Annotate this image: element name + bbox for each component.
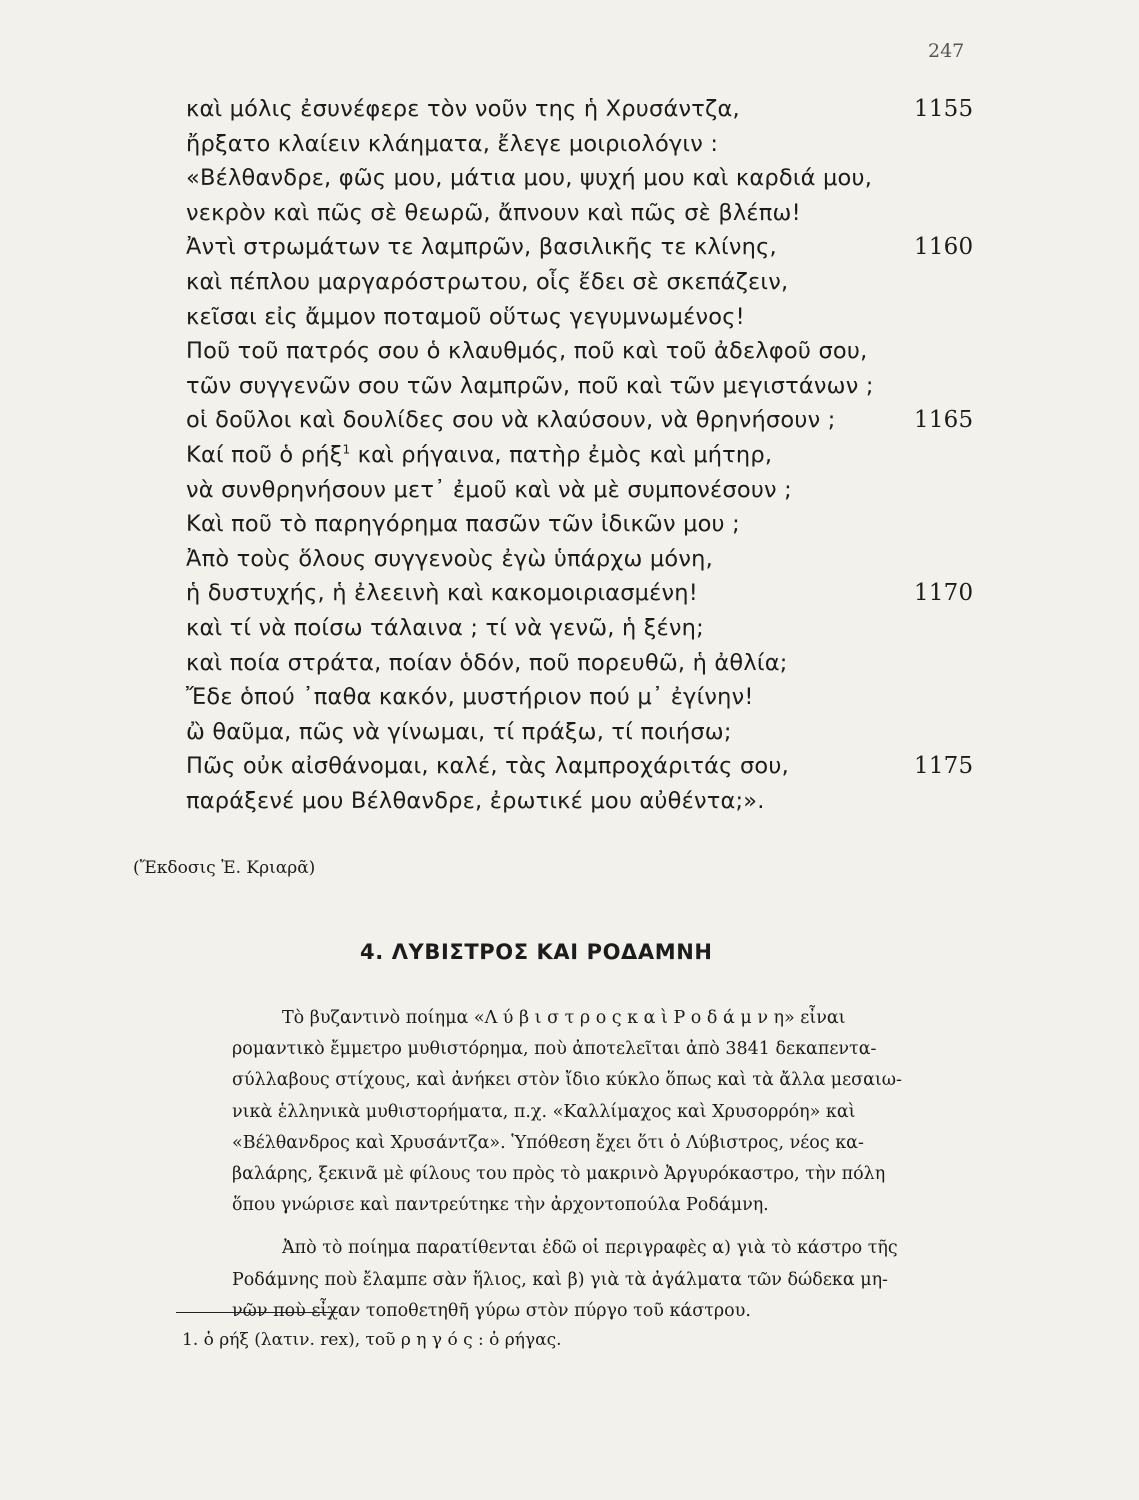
intro-line: Τὸ βυζαντινὸ ποίημα «Λ ύ β ι σ τ ρ ο ς κ α ὶ Ρ ο δ ά μ ν η» εἶναι: [282, 1008, 846, 1028]
intro-line: Ἀπὸ τὸ ποίημα παρατίθενται ἐδῶ οἱ περιγραφὲς α) γιὰ τὸ κάστρο τῆς: [282, 1238, 898, 1259]
poem-line: Καί ποῦ ὁ ρήξ$^1$ καὶ ρήγαινα, πατὴρ ἐμὸς καὶ μήτηρ,: [186, 441, 773, 468]
poem-line: νεκρὸν καὶ πῶς σὲ θεωρῶ, ἄπνουν καὶ πῶς σὲ βλέπω!: [186, 199, 801, 226]
poem-line: παράξενέ μου Βέλθανδρε, ἐρωτικέ μου αὐθέντα;».: [186, 787, 765, 814]
intro-line: νικὰ ἑλληνικὰ μυθιστορήματα, π.χ. «Καλλίμαχος καὶ Χρυσορρόη» καὶ: [232, 1101, 856, 1122]
line-number: 1155: [914, 96, 974, 122]
edition-note: (Ἔκδοσις Ἐ. Κριαρᾶ): [133, 858, 316, 878]
poem: [186, 92, 976, 818]
poem-line: Ἀντὶ στρωμάτων τε λαμπρῶν, βασιλικῆς τε κλίνης, 1160: [186, 230, 976, 265]
poem-line: οἱ δοῦλοι καὶ δουλίδες σου νὰ κλαύσουν, νὰ θρηνήσουν ; 1165: [186, 403, 976, 438]
poem-line: καὶ μόλις ἐσυνέφερε τὸν νοῦν της ἡ Χρυσάντζα, 1155: [186, 92, 976, 127]
line-number: 1160: [914, 234, 974, 261]
intro-text: [232, 1003, 972, 1327]
poem-line: Ποῦ τοῦ πατρός σου ὁ κλαυθμός, ποῦ καὶ τοῦ ἀδελφοῦ σου,: [186, 338, 868, 365]
footnote-divider: [176, 1312, 338, 1313]
poem-line: τῶν συγγενῶν σου τῶν λαμπρῶν, ποῦ καὶ τῶν μεγιστάνων ;: [186, 372, 874, 399]
intro-line: νῶν ποὺ εἶχαν τοποθετηθῆ γύρω στὸν πύργο τοῦ κάστρου.: [232, 1300, 751, 1321]
intro-line: Ροδάμνης ποὺ ἔλαμπε σὰν ἥλιος, καὶ β) γιὰ τὰ ἀγάλματα τῶν δώδεκα μη-: [232, 1269, 888, 1290]
poem-line: Καὶ ποῦ τὸ παρηγόρημα πασῶν τῶν ἰδικῶν μου ;: [186, 511, 740, 538]
poem-line: Ἀπὸ τοὺς ὅλους συγγενοὺς ἐγὼ ὑπάρχω μόνη,: [186, 545, 713, 572]
poem-line: νὰ συνθρηνήσουν μετ᾽ ἐμοῦ καὶ νὰ μὲ συμπονέσουν ;: [186, 476, 792, 503]
poem-line: Ἔδε ὁπού ᾽παθα κακόν, μυστήριον πού μ᾽ ἐγίνην!: [186, 684, 754, 711]
poem-line: ἡ δυστυχής, ἡ ἐλεεινὴ καὶ κακομοιριασμένη! 1170: [186, 576, 976, 611]
section-title: 4. ΛΥΒΙΣΤΡΟΣ ΚΑΙ ΡΟΔΑΜΝΗ: [360, 940, 713, 964]
poem-line: καὶ ποία στράτα, ποίαν ὁδόν, ποῦ πορευθῶ, ἡ ἀθλία;: [186, 649, 788, 676]
poem-line: ἤρξατο κλαίειν κλάηματα, ἔλεγε μοιριολόγιν :: [186, 130, 719, 157]
intro-line: βαλάρης, ξεκινᾶ μὲ φίλους του πρὸς τὸ μακρινὸ Ἀργυρόκαστρο, τὴν πόλη: [232, 1163, 886, 1184]
poem-line: καὶ τί νὰ ποίσω τάλαινα ; τί νὰ γενῶ, ἡ ξένη;: [186, 614, 704, 641]
intro-line: «Βέλθανδρος καὶ Χρυσάντζα». Ὑπόθεση ἔχει ὅτι ὁ Λύβιστρος, νέος κα-: [232, 1132, 864, 1153]
intro-line: ὅπου γνώρισε καὶ παντρεύτηκε τὴν ἀρχοντοπούλα Ροδάμνη.: [232, 1195, 769, 1216]
line-number: 1170: [914, 580, 974, 607]
poem-line: καὶ πέπλου μαργαρόστρωτου, οἷς ἔδει σὲ σκεπάζειν,: [186, 268, 789, 295]
intro-line: ρομαντικὸ ἔμμετρο μυθιστόρημα, ποὺ ἀποτελεῖται ἀπὸ 3841 δεκαπεντα-: [232, 1039, 877, 1060]
poem-line: Πῶς οὐκ αἰσθάνομαι, καλέ, τὰς λαμπροχάριτάς σου, 1175: [186, 749, 976, 784]
footnote-marker: 1: [342, 442, 351, 457]
poem-line: κεῖσαι εἰς ἄμμον ποταμοῦ οὕτως γεγυμνωμένος!: [186, 303, 745, 330]
page-number: 247: [928, 40, 965, 62]
poem-line: «Βέλθανδρε, φῶς μου, μάτια μου, ψυχή μου καὶ καρδιά μου,: [186, 165, 873, 192]
line-number: 1175: [914, 753, 974, 780]
intro-line: σύλλαβους στίχους, καὶ ἀνήκει στὸν ἴδιο κύκλο ὅπως καὶ τὰ ἄλλα μεσαιω-: [232, 1070, 902, 1091]
poem-line: ὢ θαῦμα, πῶς νὰ γίνωμαι, τί πράξω, τί ποιήσω;: [186, 718, 732, 745]
footnote: 1. ὁ ρήξ (λατιν. rex), τοῦ ρ η γ ό ς : ὁ ρήγας.: [182, 1330, 562, 1350]
line-number: 1165: [914, 407, 974, 434]
